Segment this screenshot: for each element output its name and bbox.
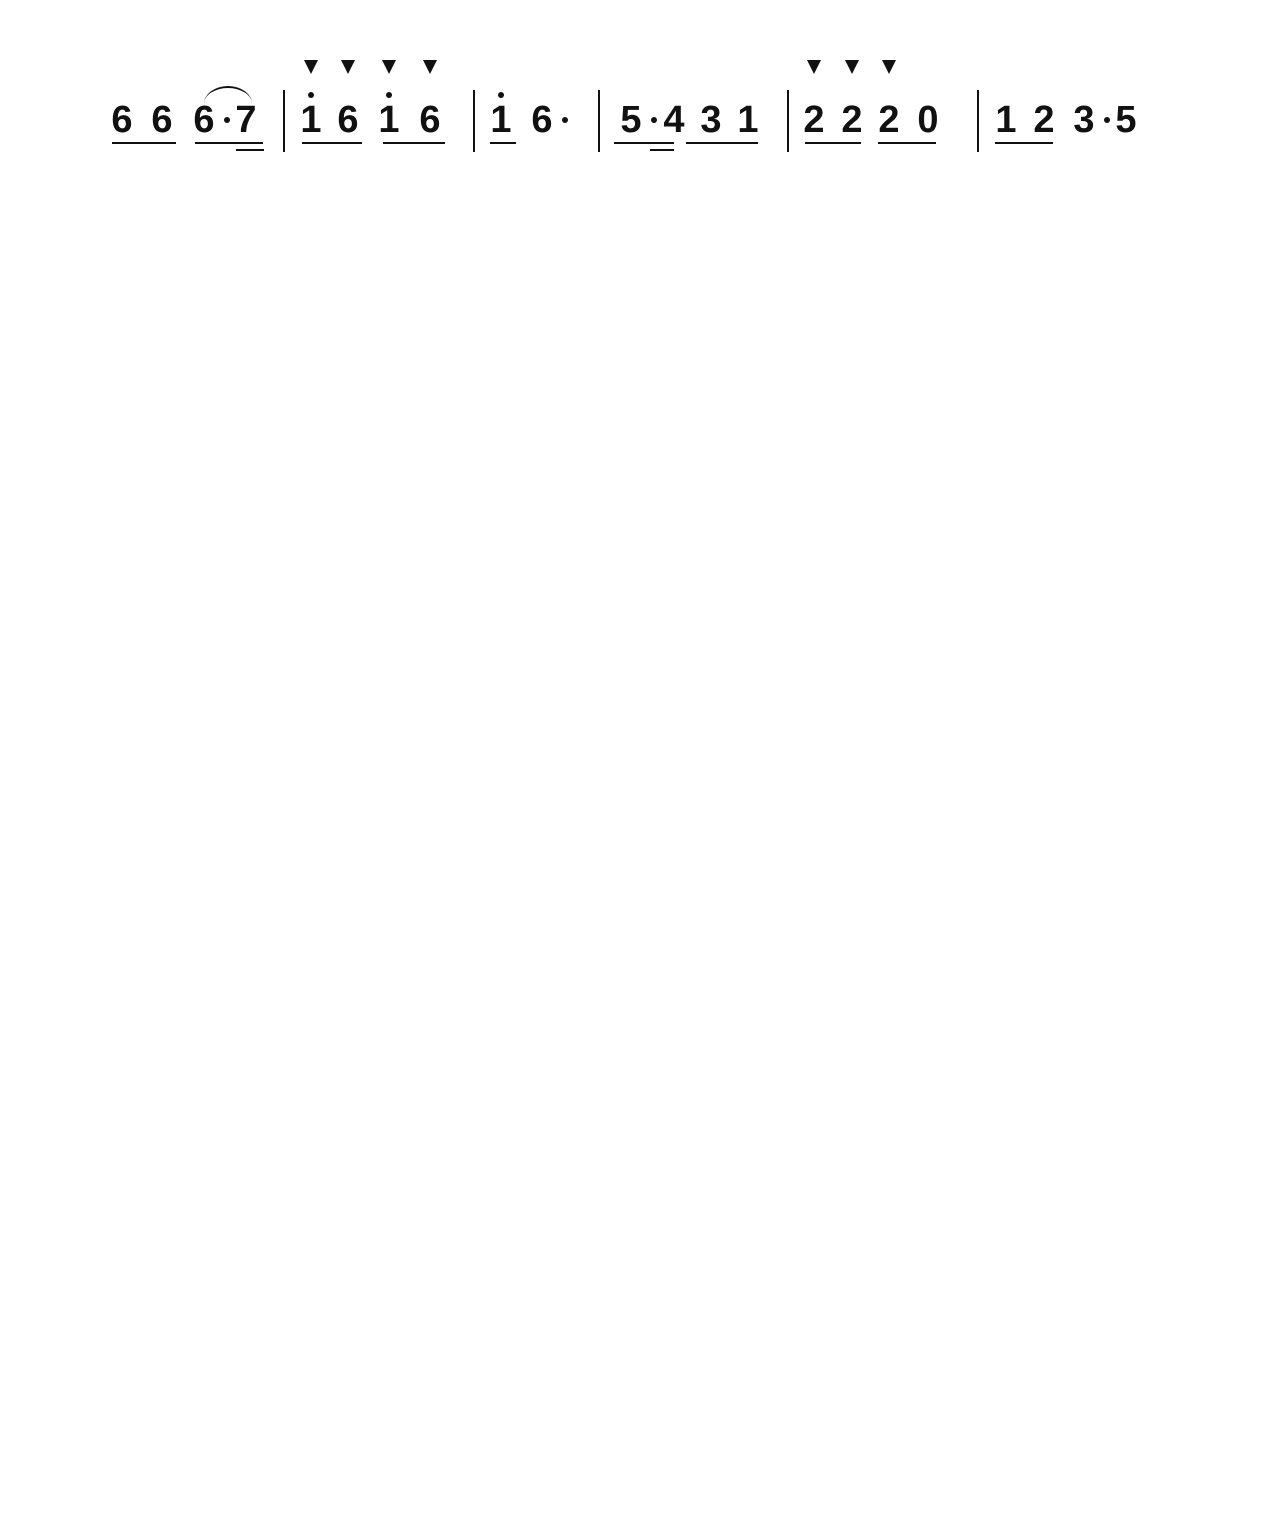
note: 0 [917,99,939,141]
note: 6 [190,100,218,140]
underline [686,142,758,144]
note: 2 [1033,99,1055,141]
note: 6 [528,100,556,140]
underline [490,142,516,144]
note: 6 [416,100,444,140]
note: 2 [838,100,866,140]
barline [283,90,285,152]
note: 3 [1070,100,1098,140]
note: 1 [375,100,403,140]
slur [204,86,252,104]
underline [236,149,264,151]
note: 7 [235,99,257,141]
note: 1 [297,100,325,140]
note: 1 [737,99,759,141]
note: 5 [617,100,645,140]
note: 4 [663,99,685,141]
note: 1 [995,99,1017,141]
note: 6 [334,100,362,140]
underline [302,142,362,144]
note: 6 [151,99,173,141]
underline [878,142,936,144]
underline [650,149,674,151]
note: 3 [700,99,722,141]
underline [805,142,861,144]
note: 6 [111,99,133,141]
underline [195,142,263,144]
barline [473,90,475,152]
barline [787,90,789,152]
underline [383,142,445,144]
barline [977,90,979,152]
note: 2 [875,100,903,140]
note: 5 [1115,99,1137,141]
underline [112,142,176,144]
underline [614,142,674,144]
barline [598,90,600,152]
note: 2 [800,100,828,140]
underline [995,142,1053,144]
note: 1 [487,100,515,140]
